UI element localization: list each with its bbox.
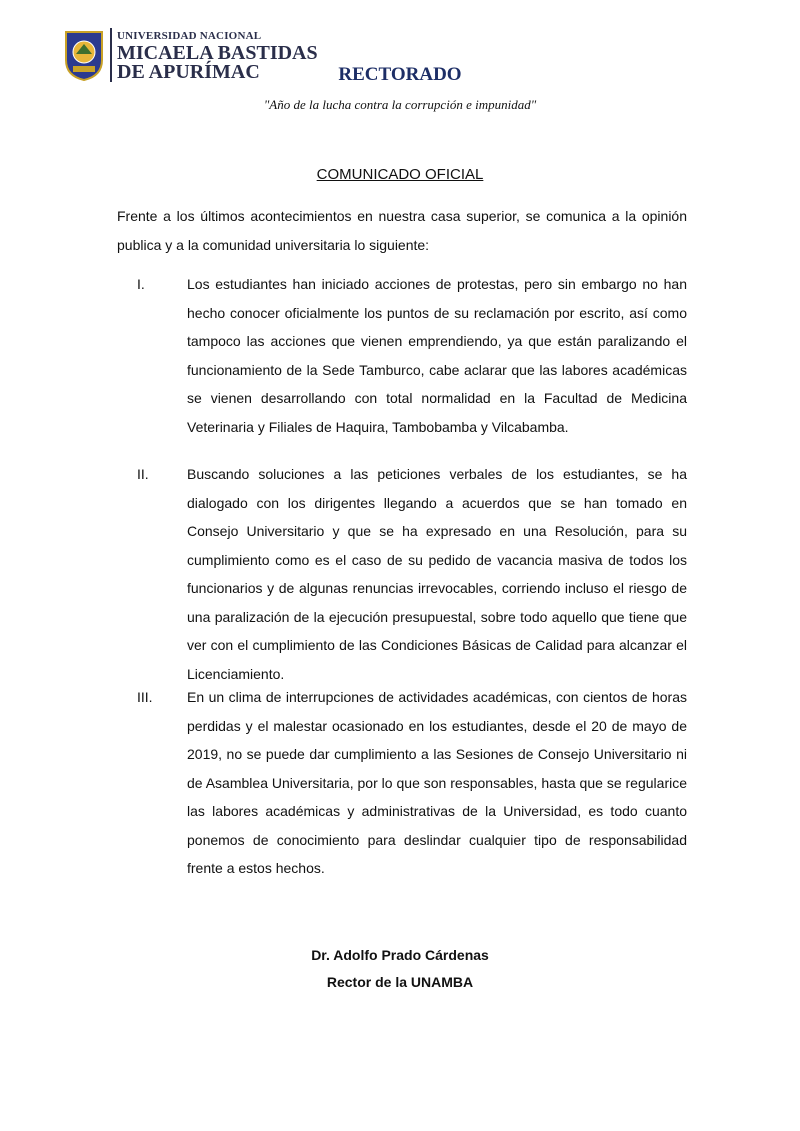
university-name-line-1: MICAELA BASTIDAS	[117, 42, 318, 64]
university-name-line-2: DE APURÍMAC	[117, 61, 260, 83]
intro-paragraph: Frente a los últimos acontecimientos en nuestra casa superior, se comunica a la opinión publica y a la comunidad universitaria lo siguiente:	[117, 208, 687, 253]
document-title: COMUNICADO OFICIAL	[316, 166, 484, 183]
office-title: RECTORADO	[338, 64, 462, 85]
signatory-name: Dr. Adolfo Prado Cárdenas	[311, 947, 489, 963]
item-number-3: III.	[137, 689, 153, 705]
item-text-2: Buscando soluciones a las peticiones verbales de los estudiantes, se ha dialogado con los dirigentes llegando a acuerdos que se han tomado en Consejo Universitario y que se ha expresado en una Resolución, para su cumplimiento como es el caso de su pedido de vacancia masiva de todos los funcionarios y de algunas renuncias irrevocables, corriendo incluso el riesgo de una paralización de la ejecución presupuestal, sobre todo aquello que tiene que ver con el cumplimiento de las Condiciones Básicas de Calidad para alcanzar el Licenciamiento.	[187, 466, 687, 682]
signatory-title: Rector de la UNAMBA	[326, 974, 474, 990]
item-text-1: Los estudiantes han iniciado acciones de protestas, pero sin embargo no han hecho conocer oficialmente los puntos de su reclamación por escrito, así como tampoco las acciones que vienen emprendiendo, ya que están paralizando el funcionamiento de la Sede Tamburco, cabe aclarar que las labores académicas se vienen desarrollando con total normalidad en la Facultad de Medicina Veterinaria y Filiales de Haquira, Tambobamba y Vilcabamba.	[187, 276, 687, 435]
item-number-1: I.	[137, 276, 145, 292]
university-top-label: UNIVERSIDAD NACIONAL	[117, 30, 262, 42]
item-number-2: II.	[137, 466, 149, 482]
item-text-3: En un clima de interrupciones de actividades académicas, con cientos de horas perdidas y el malestar ocasionado en los estudiantes, desde el 20 de mayo de 2019, no se puede dar cumplimiento a las Sesiones de Consejo Universitario ni de Asamblea Universitaria, por lo que son responsables, hasta que se regularice las labores académicas y administrativas de la Universidad, es todo cuanto ponemos de conocimiento para deslindar cualquier tipo de responsabilidad frente a estos hechos.	[187, 689, 687, 876]
year-motto: "Año de la lucha contra la corrupción e impunidad"	[263, 97, 537, 112]
